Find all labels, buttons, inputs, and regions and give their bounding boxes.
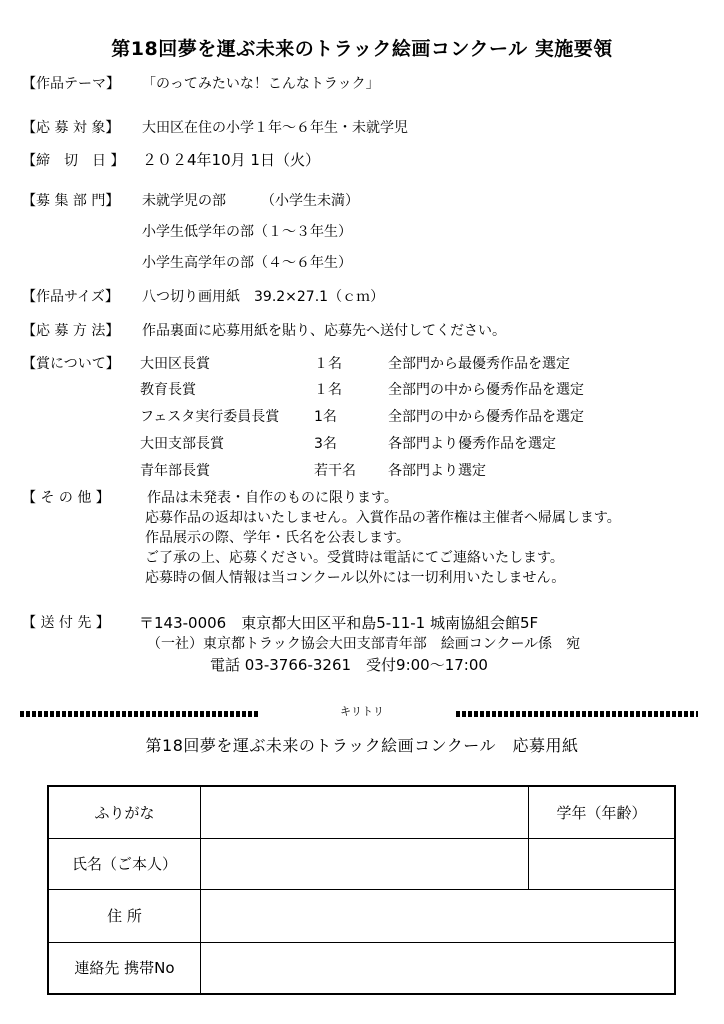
deadline-row <box>22 149 320 170</box>
grade-label: 学年（年齢） <box>529 786 676 838</box>
prize-description: 全部門から最優秀作品を選定 <box>388 356 570 372</box>
furigana-label: ふりがな <box>48 786 201 838</box>
grade-field[interactable] <box>529 838 676 889</box>
prize-description: 各部門より選定 <box>388 463 486 479</box>
other-label: 【 そ の 他 】 <box>22 490 110 506</box>
prize-description: 全部門の中から優秀作品を選定 <box>388 409 584 425</box>
prize-name: 青年部長賞 <box>140 463 210 479</box>
send-phone: 電話 03-3766-3261 受付9:00～17:00 <box>210 656 488 674</box>
other-line: 作品は未発表・自作のものに限ります。 <box>147 490 398 506</box>
target-label: 【応 募 対 象】 <box>22 120 120 136</box>
prize-name: フェスタ実行委員長賞 <box>140 409 280 425</box>
send-recipient: （一社）東京都トラック協会大田支部青年部 絵画コンクール係 宛 <box>147 636 581 652</box>
name-label: 氏名（ご本人） <box>48 838 201 889</box>
form-title: 第18回夢を運ぶ未来のトラック絵画コンクール 応募用紙 <box>145 736 579 755</box>
contact-label: 連絡先 携帯No <box>48 942 201 994</box>
cut-line-right <box>456 711 698 717</box>
theme-label: 【作品テーマ】 <box>22 76 120 92</box>
category-item: 小学生低学年の部（１～３年生） <box>142 224 352 240</box>
contact-field[interactable] <box>201 942 676 994</box>
name-field[interactable] <box>201 838 529 889</box>
method-label: 【応 募 方 法】 <box>22 323 120 339</box>
method-row <box>22 320 506 340</box>
prize-name: 大田区長賞 <box>140 356 210 372</box>
other-line: 応募時の個人情報は当コンクール以外には一切利用いたしません。 <box>145 570 566 586</box>
size-label: 【作品サイズ】 <box>22 289 119 305</box>
size-row <box>22 286 384 306</box>
category-item: 未就学児の部 （小学生未満） <box>142 193 359 209</box>
deadline-value: ２０２4年10月 1日（火） <box>142 151 320 169</box>
other-line: ご了承の上、応募ください。受賞時は電話にてご連絡いたします。 <box>145 550 564 566</box>
prize-count: １名 <box>314 356 342 372</box>
address-field[interactable] <box>201 889 676 942</box>
categories-label: 【募 集 部 門】 <box>22 193 120 209</box>
category-item: 小学生高学年の部（４～６年生） <box>142 255 352 271</box>
application-form <box>47 785 676 995</box>
categories-row <box>22 190 359 210</box>
send-address: 〒143-0006 東京都大田区平和島5-11-1 城南協組会館5F <box>139 614 539 632</box>
prizes-label: 【賞について】 <box>22 356 120 372</box>
prize-description: 全部門の中から優秀作品を選定 <box>388 382 584 398</box>
prize-name: 教育長賞 <box>140 382 196 398</box>
other-line: 作品展示の際、学年・氏名を公表します。 <box>145 530 410 546</box>
prize-count: 3名 <box>314 436 337 452</box>
prize-count: 若干名 <box>314 463 356 479</box>
theme-value: 「のってみたいな！こんなトラック」 <box>142 76 380 92</box>
cut-label: キリトリ <box>340 705 384 718</box>
deadline-label: 【締 切 日 】 <box>22 153 125 169</box>
prize-description: 各部門より優秀作品を選定 <box>388 436 556 452</box>
other-line: 応募作品の返却はいたしません。入賞作品の著作権は主催者へ帰属します。 <box>145 510 621 526</box>
size-value: 八つ切り画用紙 39.2×27.1（ｃｍ） <box>142 289 385 305</box>
prize-count: １名 <box>314 382 342 398</box>
prize-count: 1名 <box>314 409 337 425</box>
send-label: 【 送 付 先 】 <box>22 615 110 631</box>
prize-name: 大田支部長賞 <box>140 436 224 452</box>
furigana-field[interactable] <box>201 786 529 838</box>
theme-row <box>22 73 380 93</box>
target-row <box>22 117 408 137</box>
address-label: 住 所 <box>48 889 201 942</box>
method-value: 作品裏面に応募用紙を貼り、応募先へ送付してください。 <box>142 323 506 339</box>
target-value: 大田区在住の小学１年～６年生・未就学児 <box>142 120 408 136</box>
page-title: 第18回夢を運ぶ未来のトラック絵画コンクール 実施要領 <box>111 38 613 60</box>
